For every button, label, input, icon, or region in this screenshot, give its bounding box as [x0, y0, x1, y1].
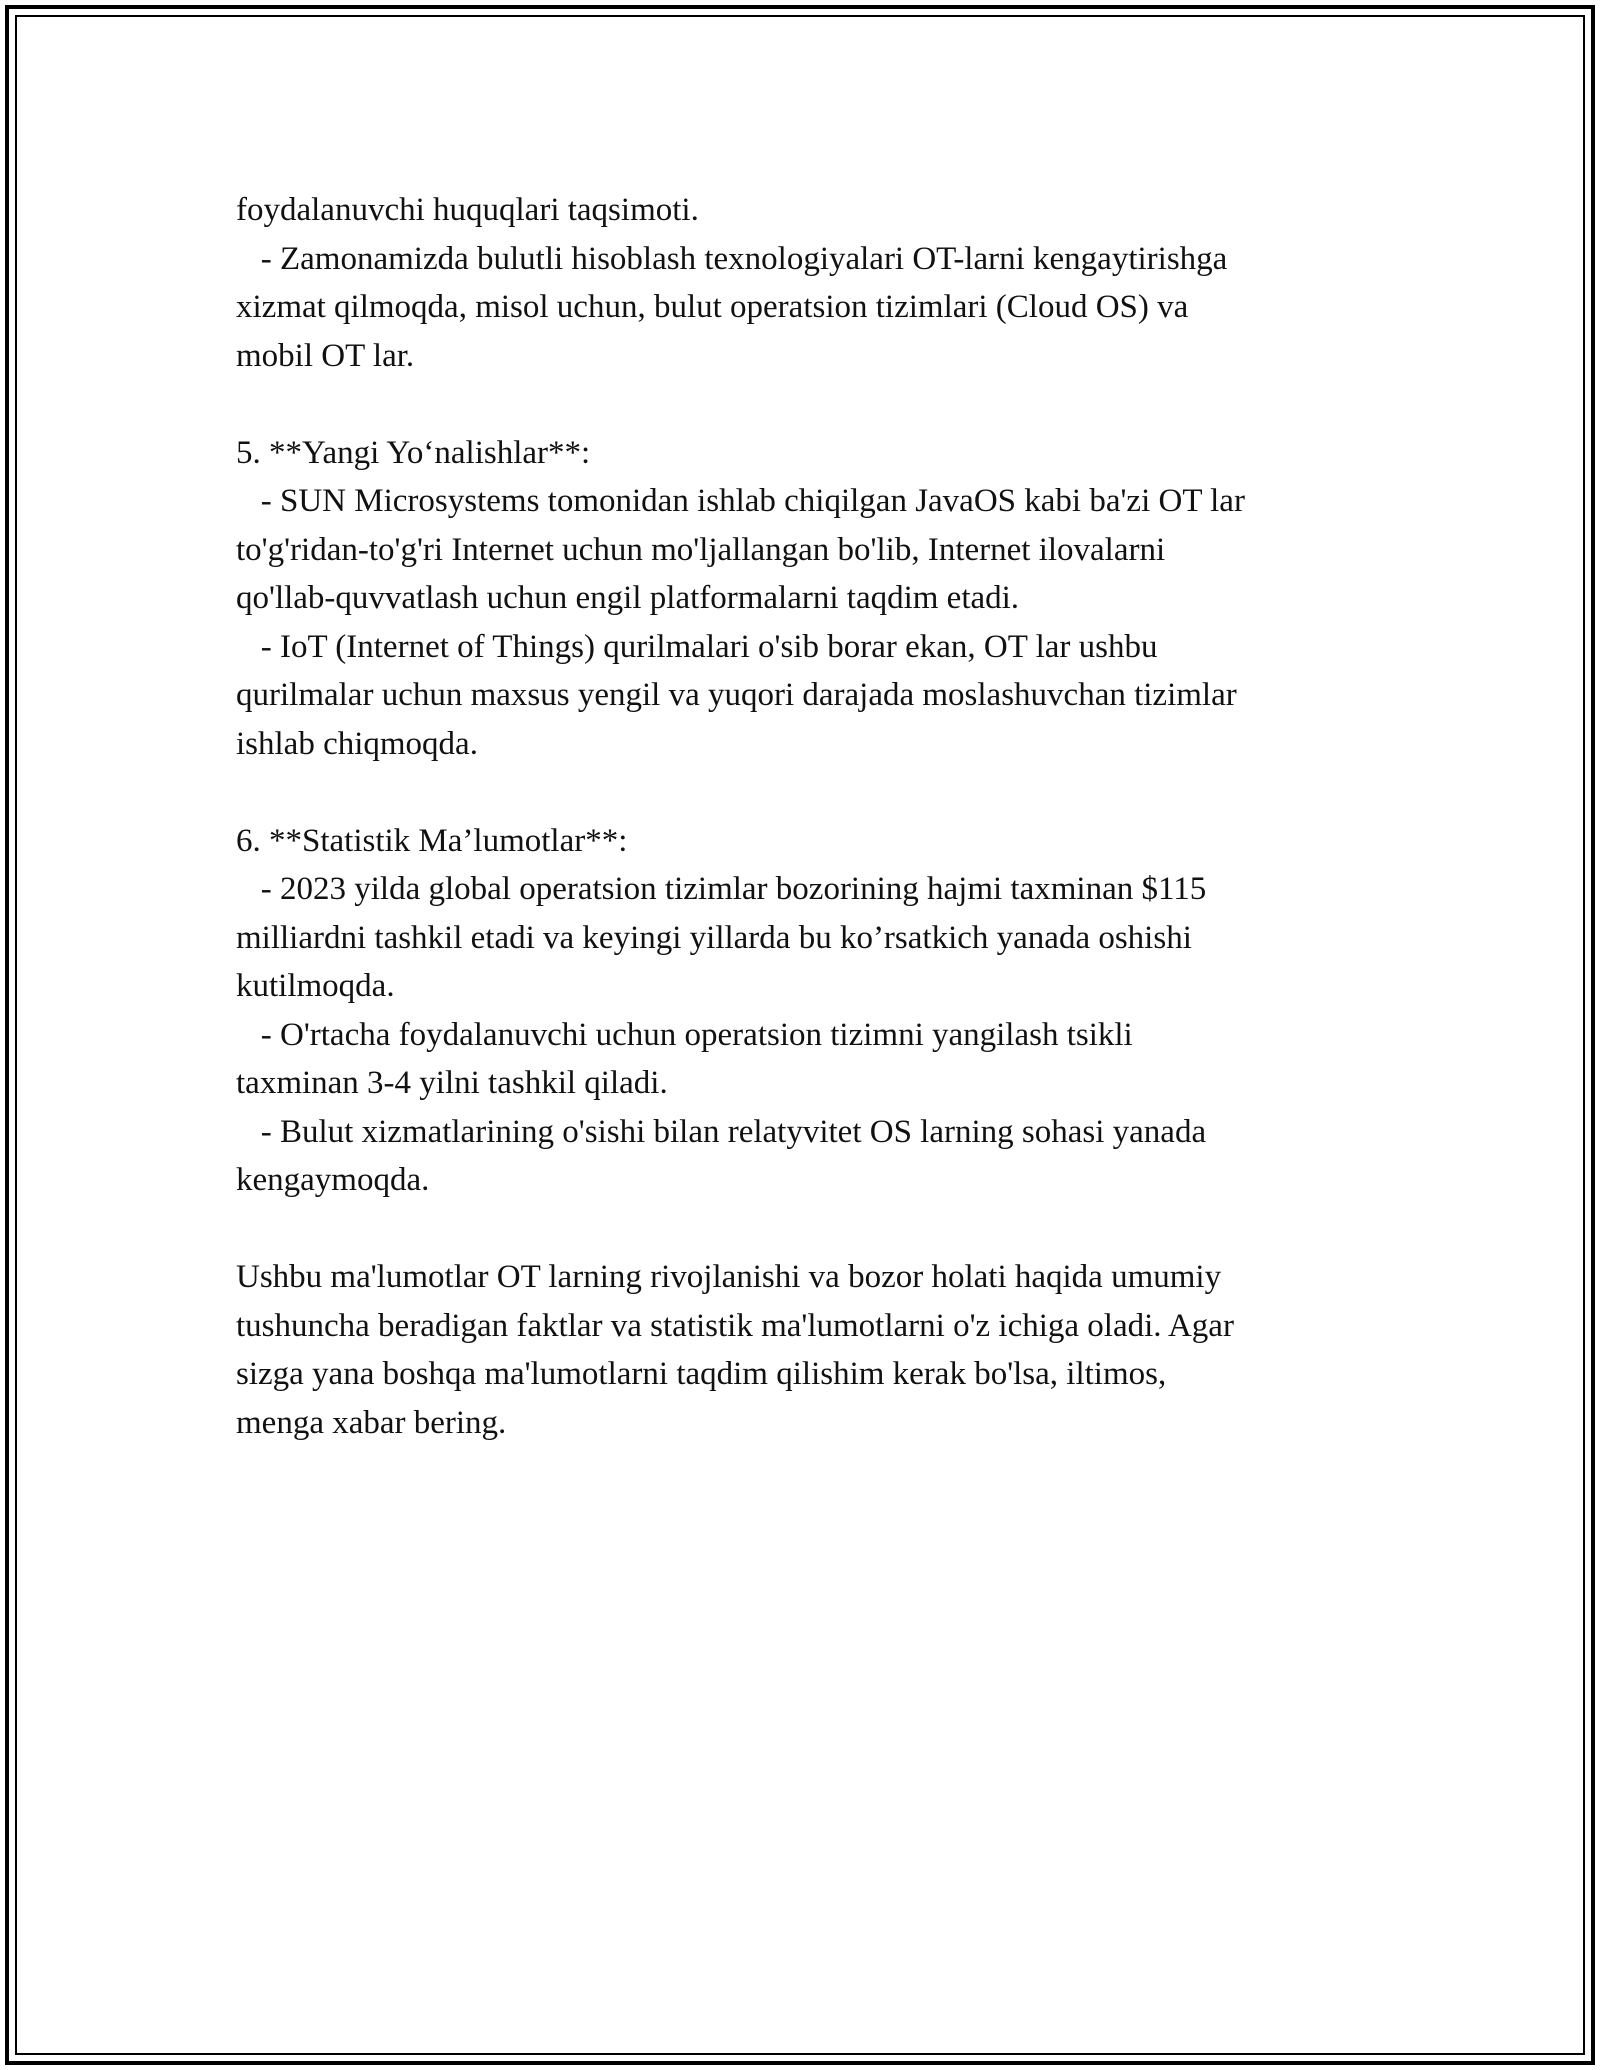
text-line: xizmat qilmoqda, misol uchun, bulut operatsion tizimlari (Cloud OS) va	[236, 289, 1189, 325]
text-line: - IoT (Internet of Things) qurilmalari o'sib borar ekan, OT lar ushbu	[236, 628, 1158, 665]
text-line: mobil OT lar.	[236, 337, 415, 374]
document-body	[236, 186, 1386, 1447]
text-line: Ushbu ma'lumotlar OT larning rivojlanishi va bozor holati haqida umumiy	[236, 1259, 1222, 1295]
text-line: - 2023 yilda global operatsion tizimlar bozorining hajmi taxminan $115	[236, 871, 1207, 907]
blank-line	[236, 1205, 1386, 1254]
text-line: - SUN Microsystems tomonidan ishlab chiqilgan JavaOS kabi ba'zi OT lar	[236, 483, 1245, 519]
text-line: tushuncha beradigan faktlar va statistik ma'lumotlarni o'z ichiga oladi. Agar	[236, 1307, 1234, 1344]
text-line: milliardni tashkil etadi va keyingi yillarda bu ko’rsatkich yanada oshishi	[236, 919, 1192, 956]
text-line: kengaymoqda.	[236, 1162, 430, 1198]
section-heading: 5. **Yangi Yo‘nalishlar**:	[236, 434, 591, 471]
text-line: kutilmoqda.	[236, 968, 395, 1004]
text-line: sizga yana boshqa ma'lumotlarni taqdim qilishim kerak bo'lsa, iltimos,	[236, 1356, 1167, 1392]
text-line: qurilmalar uchun maxsus yengil va yuqori darajada moslashuvchan tizimlar	[236, 677, 1237, 713]
text-line: qo'llab-quvvatlash uchun engil platformalarni taqdim etadi.	[236, 580, 1020, 616]
blank-line	[236, 380, 1386, 429]
text-line: - Bulut xizmatlarining o'sishi bilan relatyvitet OS larning sohasi yanada	[236, 1113, 1207, 1150]
text-line: to'g'ridan-to'g'ri Internet uchun mo'ljallangan bo'lib, Internet ilovalarni	[236, 531, 1166, 568]
text-line: menga xabar bering.	[236, 1404, 507, 1441]
text-line: - O'rtacha foydalanuvchi uchun operatsion tizimni yangilash tsikli	[236, 1016, 1133, 1053]
text-line: taxminan 3-4 yilni tashkil qiladi.	[236, 1065, 668, 1101]
text-line: - Zamonamizda bulutli hisoblash texnologiyalari OT-larni kengaytirishga	[236, 240, 1228, 277]
blank-line	[236, 768, 1386, 817]
text-line: foydalanuvchi huquqlari taqsimoti.	[236, 192, 699, 228]
section-heading: 6. **Statistik Ma’lumotlar**:	[236, 822, 628, 859]
text-line: ishlab chiqmoqda.	[236, 725, 478, 762]
